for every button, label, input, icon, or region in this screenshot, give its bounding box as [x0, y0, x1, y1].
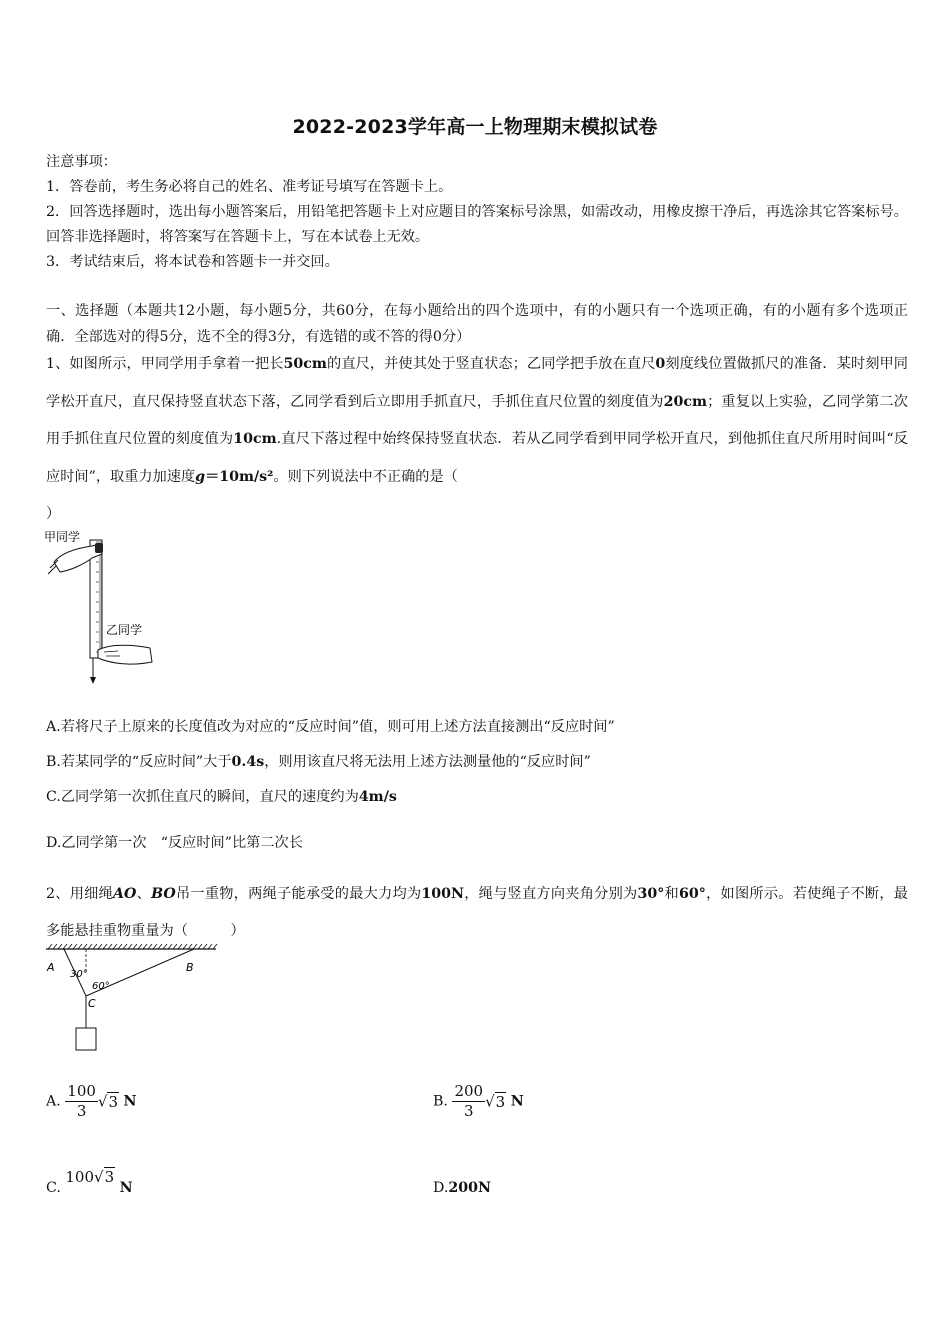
- q1-value-2: 10cm: [233, 431, 277, 447]
- option-b-value: 0.4s: [231, 754, 265, 770]
- q1-text: ；重复以上实验，乙同学第二次用手抓住直尺位置的刻度值为: [46, 393, 908, 447]
- label-yi: 乙同学: [106, 623, 143, 637]
- option-c-value: 4m/s: [358, 789, 397, 805]
- q1-text: 1、如图所示，甲同学用手拿着一把长: [46, 356, 284, 372]
- unit: N: [119, 1180, 133, 1196]
- option-d-value: 200N: [448, 1180, 491, 1196]
- option-c-label: C.: [46, 1180, 61, 1196]
- radicand: 3: [108, 1092, 119, 1111]
- coefficient: 100: [65, 1168, 95, 1186]
- rope-diagram: [44, 944, 224, 1054]
- fraction-numerator: 200: [454, 1082, 484, 1100]
- q1-text: 刻度线位置做抓尺的准备．某时刻甲同学松开直尺，直尺保持竖直状态下落，乙同学看到后立即用手抓直尺，手抓住直尺位置的刻度值为: [46, 356, 908, 410]
- q2-text: ，绳与竖直方向夹角分别为: [463, 886, 638, 902]
- q1-text: .直尺下落过程中始终保持竖直状态．若从乙同学看到甲同学松开直尺，到他抓住直尺所用时间叫“反应时间”，取重力加速度: [46, 431, 908, 485]
- note-item-2: 2．回答选择题时，选出每小题答案后，用铅笔把答题卡上对应题目的答案标号涂黑，如需改动，用橡皮擦干净后，再选涂其它答案标号。回答非选择题时，将答案写在答题卡上，写在本试卷上无效。: [46, 204, 908, 245]
- question-1-stem: [46, 346, 908, 534]
- q1-text: 。则下列说法中不正确的是（: [273, 468, 458, 485]
- unit: N: [510, 1093, 524, 1110]
- page-title: 2022-2023学年高一上物理期末模拟试卷: [292, 116, 658, 138]
- section-heading: 一、选择题（本题共12小题，每小题5分，共60分，在每小题给出的四个选项中，有的小题只有一个选项正确，有的小题有多个选项正确．全部选对的得5分，选不全的得3分，有选错的或不答的得0分）: [46, 303, 908, 345]
- note-item-1: 1．答卷前，考生务必将自己的姓名、准考证号填写在答题卡上。: [46, 179, 453, 195]
- option-b-text: B.若某同学的“反应时间”大于: [46, 754, 232, 770]
- ruler-figure: [40, 524, 170, 689]
- q1-g-symbol: g: [195, 468, 206, 485]
- label-c: C: [88, 997, 96, 1010]
- option-a-label: A.: [46, 1093, 61, 1110]
- notes-heading: 注意事项：: [46, 154, 117, 170]
- q2-text: ，如图所示。若使绳子不断，最多能悬挂重物重量为（ ）: [46, 886, 908, 939]
- q2-option-d[interactable]: [433, 1180, 491, 1196]
- fraction-denominator: 3: [76, 1102, 87, 1120]
- q1-option-b[interactable]: [46, 751, 591, 771]
- angle-30: 30°: [70, 969, 88, 980]
- q2-option-c[interactable]: [46, 1168, 133, 1196]
- q2-text: 2、用细绳: [46, 886, 114, 902]
- q1-text: ）: [46, 506, 61, 522]
- unit: N: [123, 1093, 137, 1110]
- sqrt-b: √3: [485, 1092, 506, 1111]
- q1-length: 50cm: [283, 356, 327, 372]
- notes-block: [46, 150, 908, 275]
- question-2-stem: [46, 876, 908, 950]
- q2-bo: BO: [151, 886, 176, 902]
- q2-text: 、: [136, 886, 152, 902]
- q2-angle-2: 60°: [679, 886, 706, 902]
- q1-option-d[interactable]: D.乙同学第一次 “反应时间”比第二次长: [46, 835, 303, 851]
- label-b: B: [186, 961, 194, 974]
- ruler-diagram: [40, 524, 170, 689]
- q2-angle-1: 30°: [637, 886, 665, 902]
- radicand: 3: [495, 1092, 506, 1111]
- fraction-b: [452, 1082, 485, 1121]
- q1-value-1: 20cm: [663, 393, 708, 410]
- option-d-label: D.: [433, 1180, 449, 1196]
- rope-figure: [44, 944, 224, 1054]
- q2-text: 和: [664, 886, 679, 902]
- sqrt-c: 100√3: [65, 1168, 115, 1186]
- q1-option-c[interactable]: [46, 786, 397, 806]
- option-b-text: ，则用该直尺将无法用上述方法测量他的“反应时间”: [264, 754, 591, 770]
- q2-ao: AO: [113, 886, 137, 902]
- label-a: A: [47, 961, 55, 974]
- q2-force: 100N: [421, 886, 464, 902]
- angle-60: 60°: [92, 981, 110, 992]
- q2-text: 吊一重物，两绳子能承受的最大力均为: [175, 886, 422, 902]
- radicand: 3: [104, 1168, 115, 1186]
- q1-zero: 0: [655, 356, 666, 372]
- option-b-label: B.: [433, 1093, 448, 1110]
- q1-g-value: ＝10m/s²: [205, 468, 274, 485]
- q2-option-a[interactable]: [46, 1082, 137, 1121]
- q1-text: 的直尺，并使其处于竖直状态；乙同学把手放在直尺: [326, 356, 656, 372]
- fraction-numerator: 100: [67, 1082, 96, 1100]
- q1-option-a[interactable]: A.若将尺子上原来的长度值改为对应的“反应时间”值，则可用上述方法直接测出“反应时间”: [46, 719, 615, 735]
- fraction-denominator: 3: [464, 1102, 474, 1120]
- option-c-text: C.乙同学第一次抓住直尺的瞬间，直尺的速度约为: [46, 789, 359, 805]
- note-item-3: 3．考试结束后，将本试卷和答题卡一并交回。: [46, 254, 339, 270]
- fraction-a: [65, 1082, 98, 1121]
- sqrt-a: √3: [97, 1092, 119, 1111]
- label-jia: 甲同学: [44, 530, 81, 544]
- q2-option-b[interactable]: [433, 1082, 524, 1121]
